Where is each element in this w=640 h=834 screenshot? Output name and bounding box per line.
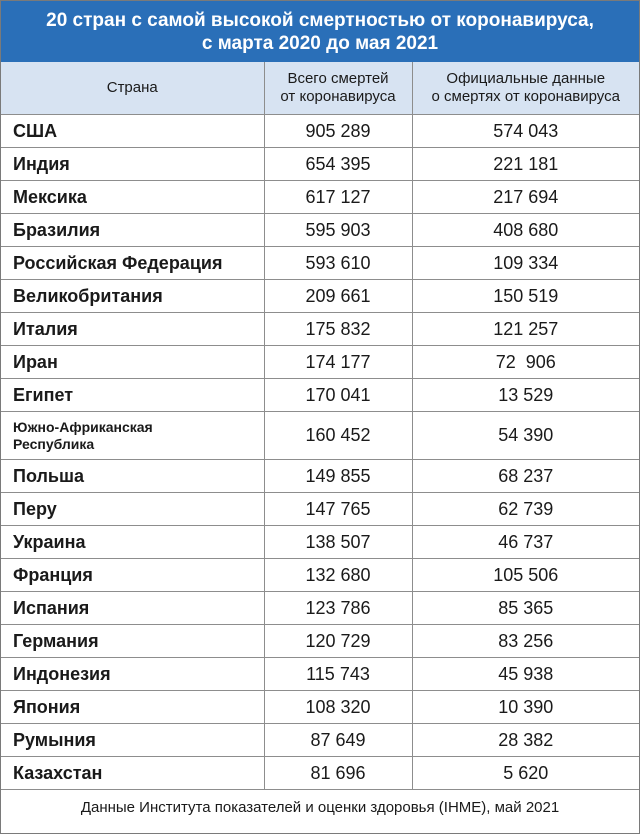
- official-deaths-cell: 45 938: [412, 658, 639, 691]
- total-deaths-cell: 617 127: [264, 181, 412, 214]
- table-body: [1, 115, 639, 790]
- official-deaths-cell: 54 390: [412, 412, 639, 460]
- country-cell: Перу: [1, 493, 264, 526]
- column-header-country: Страна: [1, 62, 264, 115]
- official-deaths-cell: 574 043: [412, 115, 639, 148]
- country-cell: Франция: [1, 559, 264, 592]
- table-title: [1, 1, 639, 62]
- column-header-official: [412, 62, 639, 115]
- country-cell: Украина: [1, 526, 264, 559]
- table-row: [1, 379, 639, 412]
- country-cell-line-2: Республика: [13, 435, 95, 452]
- official-deaths-cell: 46 737: [412, 526, 639, 559]
- table-row: [1, 592, 639, 625]
- table-row: [1, 625, 639, 658]
- total-deaths-cell: 87 649: [264, 724, 412, 757]
- country-cell: Казахстан: [1, 757, 264, 790]
- total-deaths-cell: 170 041: [264, 379, 412, 412]
- country-cell: Польша: [1, 460, 264, 493]
- country-cell: [1, 412, 264, 460]
- country-cell: Испания: [1, 592, 264, 625]
- country-cell: Италия: [1, 313, 264, 346]
- header-row: [1, 62, 639, 115]
- total-deaths-cell: 138 507: [264, 526, 412, 559]
- official-deaths-cell: 10 390: [412, 691, 639, 724]
- table-header: [1, 62, 639, 115]
- official-deaths-cell: 105 506: [412, 559, 639, 592]
- table-row: [1, 214, 639, 247]
- table-row: [1, 148, 639, 181]
- table-row: [1, 280, 639, 313]
- total-deaths-cell: 595 903: [264, 214, 412, 247]
- column-header-total-line-2: от коронавируса: [280, 88, 396, 105]
- table-row: [1, 757, 639, 790]
- official-deaths-cell: 28 382: [412, 724, 639, 757]
- column-header-official-line-2: о смертях от коронавируса: [431, 88, 620, 105]
- total-deaths-cell: 115 743: [264, 658, 412, 691]
- title-line-2: с марта 2020 до мая 2021: [201, 32, 439, 54]
- column-header-total-line-1: Всего смертей: [287, 70, 389, 87]
- column-header-official-line-1: Официальные данные: [446, 70, 606, 87]
- total-deaths-cell: 654 395: [264, 148, 412, 181]
- country-cell: Российская Федерация: [1, 247, 264, 280]
- total-deaths-cell: 149 855: [264, 460, 412, 493]
- table-row: [1, 460, 639, 493]
- official-deaths-cell: 5 620: [412, 757, 639, 790]
- country-cell: Мексика: [1, 181, 264, 214]
- title-line-1: 20 стран с самой высокой смертностью от коронавируса,: [46, 9, 594, 31]
- table-row: [1, 658, 639, 691]
- total-deaths-cell: 132 680: [264, 559, 412, 592]
- total-deaths-cell: 175 832: [264, 313, 412, 346]
- total-deaths-cell: 123 786: [264, 592, 412, 625]
- country-cell: США: [1, 115, 264, 148]
- official-deaths-cell: 62 739: [412, 493, 639, 526]
- table-row: [1, 247, 639, 280]
- official-deaths-cell: 408 680: [412, 214, 639, 247]
- table-row: [1, 115, 639, 148]
- official-deaths-cell: 121 257: [412, 313, 639, 346]
- total-deaths-cell: 160 452: [264, 412, 412, 460]
- table-row: [1, 181, 639, 214]
- total-deaths-cell: 81 696: [264, 757, 412, 790]
- country-cell: Иран: [1, 346, 264, 379]
- official-deaths-cell: 85 365: [412, 592, 639, 625]
- total-deaths-cell: 120 729: [264, 625, 412, 658]
- official-deaths-cell: 68 237: [412, 460, 639, 493]
- table-row: [1, 493, 639, 526]
- official-deaths-cell: 217 694: [412, 181, 639, 214]
- table-row: [1, 412, 639, 460]
- country-cell: Великобритания: [1, 280, 264, 313]
- table-row: [1, 691, 639, 724]
- total-deaths-cell: 174 177: [264, 346, 412, 379]
- official-deaths-cell: 221 181: [412, 148, 639, 181]
- table-row: [1, 724, 639, 757]
- total-deaths-cell: 593 610: [264, 247, 412, 280]
- country-cell: Румыния: [1, 724, 264, 757]
- table-row: [1, 526, 639, 559]
- country-cell: Египет: [1, 379, 264, 412]
- country-cell: Япония: [1, 691, 264, 724]
- total-deaths-cell: 147 765: [264, 493, 412, 526]
- official-deaths-cell: 83 256: [412, 625, 639, 658]
- total-deaths-cell: 108 320: [264, 691, 412, 724]
- deaths-table: [1, 62, 639, 790]
- country-cell: Индия: [1, 148, 264, 181]
- country-cell: Германия: [1, 625, 264, 658]
- total-deaths-cell: 209 661: [264, 280, 412, 313]
- table-row: [1, 313, 639, 346]
- official-deaths-cell: 72 906: [412, 346, 639, 379]
- official-deaths-cell: 13 529: [412, 379, 639, 412]
- column-header-total: [264, 62, 412, 115]
- country-cell: Бразилия: [1, 214, 264, 247]
- official-deaths-cell: 150 519: [412, 280, 639, 313]
- country-cell: Индонезия: [1, 658, 264, 691]
- country-cell-line-1: Южно-Африканская: [13, 418, 153, 435]
- table-row: [1, 559, 639, 592]
- total-deaths-cell: 905 289: [264, 115, 412, 148]
- official-deaths-cell: 109 334: [412, 247, 639, 280]
- table-row: [1, 346, 639, 379]
- source-footnote: Данные Института показателей и оценки здоровья (IHME), май 2021: [80, 799, 560, 816]
